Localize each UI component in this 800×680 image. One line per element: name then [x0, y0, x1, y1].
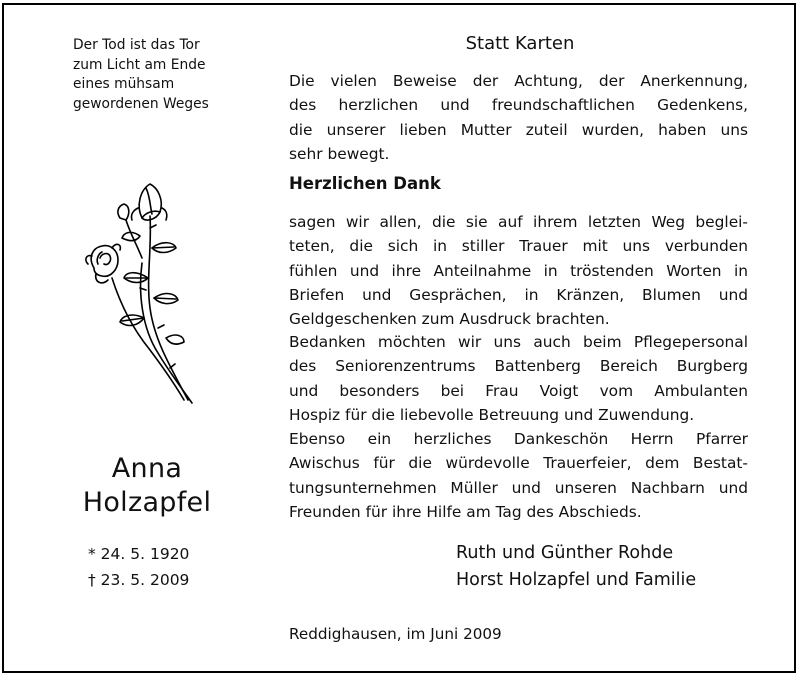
deceased-name — [40, 452, 254, 520]
paragraph-4 — [289, 427, 748, 524]
text-line: und besonders bei Frau Voigt vom Ambulanten — [289, 381, 748, 400]
text-line: des herzlichen und freundschaftlichen Gedenkens, — [289, 96, 748, 115]
motto-line: Der Tod ist das Tor — [73, 37, 200, 53]
place-date: Reddighausen, im Juni 2009 — [289, 625, 502, 643]
text-line: teten, die sich in stiller Trauer mit uns verbunden — [289, 237, 748, 256]
text-line: die unserer lieben Mutter zuteil wurden, haben uns — [289, 120, 748, 139]
last-name: Holzapfel — [82, 487, 212, 518]
text-line: Briefen und Gesprächen, in Kränzen, Blumen und — [289, 285, 748, 304]
paragraph-1 — [289, 69, 748, 166]
motto-line: gewordenen Weges — [73, 95, 209, 112]
death-date: † 23. 5. 2009 — [88, 571, 190, 589]
text-line: sehr bewegt. — [289, 144, 390, 163]
motto-line: eines mühsam — [73, 76, 175, 92]
text-line: Die vielen Beweise der Achtung, der Anerkennung, — [289, 72, 748, 90]
motto — [73, 36, 243, 114]
motto-line: zum Licht am Ende — [73, 56, 206, 73]
paragraph-3 — [289, 330, 748, 427]
paragraph-2 — [289, 210, 748, 331]
text-line: Geldgeschenken zum Ausdruck brachten. — [289, 310, 610, 329]
rose-illustration — [80, 178, 200, 408]
signer-line: Horst Holzapfel und Familie — [456, 570, 697, 590]
text-line: Bedanken möchten wir uns auch beim Pflegepersonal — [289, 333, 748, 351]
first-name: Anna — [111, 453, 183, 484]
thanks-heading: Herzlichen Dank — [289, 174, 441, 193]
text-line: Freunden für ihre Hilfe am Tag des Abschieds. — [289, 502, 642, 521]
text-line: fühlen und ihre Anteilnahme in tröstenden Worten in — [289, 261, 748, 280]
life-dates — [88, 541, 228, 593]
text-line: Hospiz für die liebevolle Betreuung und Zuwendung. — [289, 405, 695, 424]
text-line: tungsunternehmen Müller und unseren Nachbarn und — [289, 478, 748, 497]
text-line: des Seniorenzentrums Battenberg Bereich Burgberg — [289, 357, 748, 376]
text-line: Awischus für die würdevolle Trauerfeier, dem Bestat- — [289, 454, 748, 473]
signatories — [456, 540, 696, 594]
birth-date: * 24. 5. 1920 — [88, 545, 190, 563]
signer-line: Ruth und Günther Rohde — [456, 543, 674, 563]
notice-heading: Statt Karten — [465, 33, 575, 54]
text-line: Ebenso ein herzliches Dankeschön Herrn Pfarrer — [289, 430, 748, 448]
text-line: sagen wir allen, die sie auf ihrem letzten Weg beglei- — [289, 213, 748, 231]
